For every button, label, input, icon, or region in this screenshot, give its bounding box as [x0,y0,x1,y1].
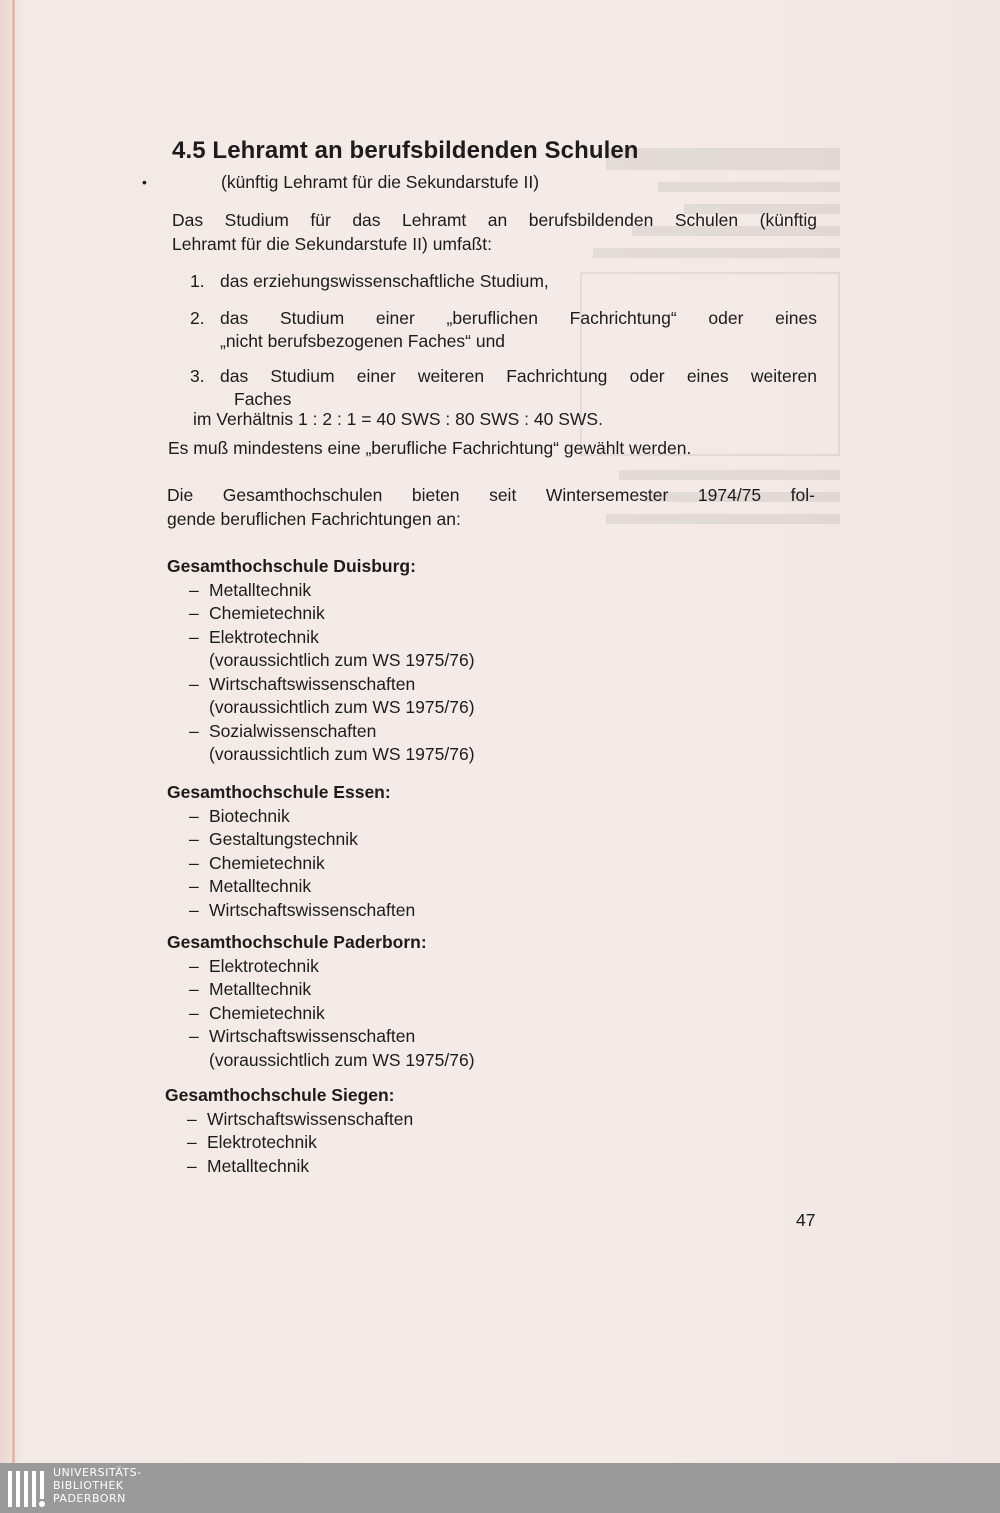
intro-line: Das Studium für das Lehramt an berufsbildenden Schulen (künftig [172,210,817,230]
school-title: Gesamthochschule Siegen: [165,1085,395,1105]
subject-note: (voraussichtlich zum WS 1975/76) [209,697,475,717]
list-item: – Chemietechnik [189,1002,325,1023]
list-item: – Metalltechnik [189,876,312,896]
subject-list [189,579,475,767]
library-footer [0,1463,1000,1513]
offer-paragraph [167,484,815,531]
list-item: – Chemietechnik [189,852,325,873]
school-essen [167,781,415,922]
subject-note: (voraussichtlich zum WS 1975/76) [209,744,475,764]
subject-list [187,1108,413,1179]
library-name [53,1466,142,1505]
item-text-continued: Faches [234,389,292,409]
list-item: – Sozialwissenschaften (voraussichtlich zum WS 1975/76) [189,720,475,767]
subject-name: Metalltechnik [207,1155,310,1176]
subject-list [189,805,415,923]
subject-name: Metalltechnik [209,876,312,896]
item-text: das Studium einer weiteren Fachrichtung oder eines weiteren [220,365,817,386]
list-item: – Metalltechnik [189,979,312,999]
ratio-line: im Verhältnis 1 : 2 : 1 = 40 SWS : 80 SWS : 40 SWS. [193,409,603,429]
page-number: 47 [796,1210,816,1230]
subject-name: Metalltechnik [209,579,312,600]
list-item: – Metalltechnik [187,1155,310,1176]
subject-name: Wirtschaftswissenschaften [209,899,416,920]
numbered-item-2 [190,307,817,354]
requirement-line: Es muß mindestens eine „berufliche Fachrichtung“ gewählt werden. [168,438,692,458]
subject-name: Wirtschaftswissenschaften [209,1026,416,1046]
item-text: das erziehungswissenschaftliche Studium, [220,271,549,291]
school-title: Gesamthochschule Duisburg: [167,556,416,576]
list-item: – Biotechnik [189,805,290,826]
list-item: – Wirtschaftswissenschaften (voraussichtlich zum WS 1975/76) [189,673,475,720]
school-title: Gesamthochschule Essen: [167,782,391,802]
list-item: – Wirtschaftswissenschaften [187,1108,414,1129]
intro-paragraph [172,209,817,256]
numbered-item-1 [190,270,817,294]
numbered-item-3 [190,365,817,412]
section-heading: 4.5 Lehramt an berufsbildenden Schulen [172,137,639,164]
library-name-line: UNIVERSITÄTS- [53,1466,142,1479]
list-item: – Wirtschaftswissenschaften (voraussichtlich zum WS 1975/76) [189,1025,475,1072]
subject-name: Wirtschaftswissenschaften [209,673,416,694]
list-item: – Metalltechnik [189,579,312,600]
page-edge [12,0,15,1463]
library-logo-icon [8,1471,48,1507]
numbered-list [190,270,817,412]
subject-name: Wirtschaftswissenschaften [207,1108,414,1129]
school-title: Gesamthochschule Paderborn: [167,932,427,952]
school-siegen [165,1084,413,1178]
subject-note: (voraussichtlich zum WS 1975/76) [209,1049,475,1070]
subject-name: Elektrotechnik [209,626,319,647]
stray-dot: • [142,174,147,190]
item-number: 3. [190,365,205,386]
subject-name: Biotechnik [209,805,290,826]
library-name-line: PADERBORN [53,1492,126,1505]
list-item: – Gestaltungstechnik [189,829,358,849]
subject-name: Gestaltungstechnik [209,829,358,849]
item-number: 1. [190,271,205,291]
offer-line: gende beruflichen Fachrichtungen an: [167,508,461,529]
subject-name: Elektrotechnik [209,955,319,976]
list-item: – Elektrotechnik [189,955,319,976]
list-item: – Elektrotechnik [187,1132,317,1152]
school-paderborn [167,931,475,1072]
subject-name: Sozialwissenschaften [209,720,377,741]
subject-name: Chemietechnik [209,1002,325,1023]
item-text-continued: „nicht berufsbezogenen Faches“ und [220,331,506,351]
offer-line: Die Gesamthochschulen bieten seit Wintersemester 1974/75 fol- [167,485,815,505]
section-subheading: (künftig Lehramt für die Sekundarstufe II) [221,172,540,192]
list-item: – Elektrotechnik (voraussichtlich zum WS 1975/76) [189,626,475,673]
item-text: das Studium einer „beruflichen Fachrichtung“ oder eines [220,307,817,328]
list-item: – Chemietechnik [189,603,325,623]
intro-line: Lehramt für die Sekundarstufe II) umfaßt: [172,233,493,254]
library-name-line: BIBLIOTHEK [53,1479,124,1492]
subject-name: Chemietechnik [209,852,325,873]
item-number: 2. [190,307,205,328]
subject-name: Chemietechnik [209,603,325,623]
school-duisburg [167,555,475,767]
subject-list [189,955,475,1073]
subject-note: (voraussichtlich zum WS 1975/76) [209,650,475,670]
subject-name: Elektrotechnik [207,1132,317,1152]
list-item: – Wirtschaftswissenschaften [189,899,416,920]
subject-name: Metalltechnik [209,979,312,999]
